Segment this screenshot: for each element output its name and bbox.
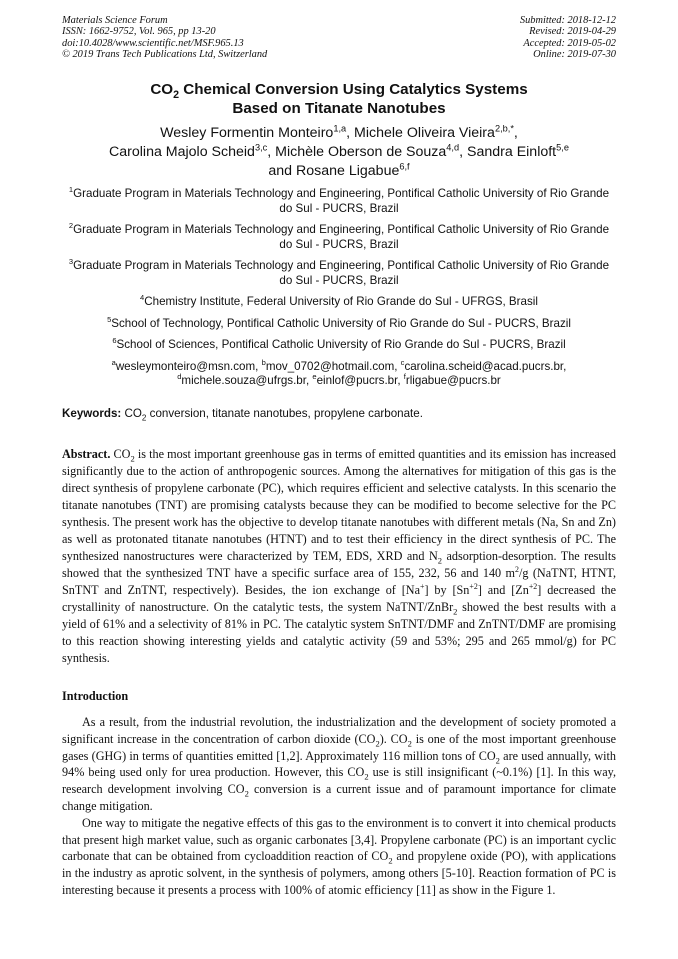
author-marker: 3,c — [254, 142, 268, 153]
email-address[interactable]: michele.souza@ufrgs.br, — [181, 374, 313, 387]
abstract-text: adsorption-desorption. The results showed that the synthesized TNT have a specific surface area of 155, 232, 56 and 140 m — [62, 549, 616, 580]
keywords — [62, 407, 616, 421]
email-address[interactable]: rligabue@pucrs.br — [405, 374, 501, 387]
paragraph-subscript: 2 — [364, 771, 369, 782]
affiliation-item — [62, 187, 616, 216]
title-text: Chemical Conversion Using Catalytics Systems — [179, 81, 528, 98]
paragraph-text: is one of the most important greenhouse gases (GHG) in terms of quantities emitted [1,2]. Approximately 116 million tons of CO — [62, 731, 616, 763]
abstract-text: ] and [Zn — [477, 583, 529, 597]
date-revised: Revised: 2019-04-29 — [529, 26, 616, 38]
abstract-text: ] decreased the crystallinity of nanostructure. On the catalytic tests, the system NaTNT/ZnBr — [62, 583, 616, 614]
journal-name: Materials Science Forum — [62, 15, 168, 26]
affiliation-text: Graduate Program in Materials Technology and Engineering, Pontifical Catholic University of Rio Grande do Sul - PUCRS, Brazil — [73, 223, 610, 251]
affiliation-text: Chemistry Institute, Federal University of Rio Grande do Sul - UFRGS, Brasil — [144, 295, 538, 308]
abstract-text: is the most important greenhouse gas in terms of emitted quantities and its emission has increased significantly due to the action of anthropogenic sources. Among the alternatives for mitigation of this gas is the direct synthesis of propylene carbonate (PC), which requires efficient and selective catalysts. In this scenario the titanate nanotubes (TNT) are promising catalysts because they can be modified to become selective for the PC synthesis. The present work has the objective to develop titanate nanotubes with different metals (Na, Sn and Zn) as well as protonated titanate nanotubes (HTNT) and to test their efficiency in the direct synthesis of PC. The synthesized nanostructures were characterized by TEM, EDS, XRD and N — [62, 447, 616, 563]
author-list: Wesley Formentin Monteiro$^{1,a}$, Michele Oliveira Vieira$^{2,b,*}$, Carolina Majolo Scheid$^{3,c}$, Michèle Oberson de Souza$^{4,d}$, Sandra Einloft$^{5,e}$ and Rosane Ligabue$^{6,f}$ — [109, 123, 569, 179]
affiliation-number: 5 — [107, 314, 112, 324]
author-name: Michèle Oberson de Souza — [275, 144, 447, 160]
affiliation-number: 4 — [140, 293, 145, 303]
paragraph-text: use is still insignificant (~0.1%) [1]. In this way, research development involving CO — [62, 765, 616, 797]
paragraph-subscript: 2 — [407, 738, 412, 749]
keywords-text: conversion, titanate nanotubes, propylene carbonate. — [146, 407, 423, 420]
email-marker: a — [111, 357, 116, 367]
abstract-superscript: +2 — [469, 581, 478, 591]
journal-header-right — [520, 15, 616, 61]
abstract-text: /g (NaTNT, HTNT, SnTNT and ZnTNT, respectively). Besides, the ion exchange of [Na — [62, 566, 616, 597]
journal-copyright: © 2019 Trans Tech Publications Ltd, Switzerland — [62, 49, 268, 61]
email-marker: b — [261, 357, 266, 367]
author-name: Wesley Formentin Monteiro — [160, 125, 334, 141]
email-address[interactable]: mov_0702@hotmail.com, — [265, 359, 401, 373]
journal-issn: ISSN: 1662-9752, Vol. 965, pp 13-20 — [62, 26, 216, 38]
abstract-subscript: 2 — [437, 555, 443, 566]
title-text: CO — [150, 81, 174, 98]
affiliation-item — [62, 314, 616, 332]
affiliation-list — [62, 187, 616, 396]
affiliation-text: Graduate Program in Materials Technology and Engineering, Pontifical Catholic University of Rio Grande do Sul - PUCRS, Brazil — [73, 187, 610, 215]
paragraph-subscript: 2 — [375, 738, 380, 749]
author-name: Rosane Ligabue — [296, 163, 400, 179]
paragraph-text: and propylene oxide (PO), with applications in the industry as aprotic solvent, in the synthesis of polymers, among others [5-10]. Reaction formation of PC is interesting because it presents a process with 100% of atomic efficiency [11] as show in the Figure 1. — [62, 849, 616, 897]
author-marker: 4,d — [446, 142, 460, 153]
keywords-label: Keywords: — [62, 407, 122, 420]
email-marker: d — [177, 372, 182, 382]
affiliation-item — [62, 223, 616, 252]
affiliation-number: 6 — [112, 336, 117, 346]
affiliation-text: School of Sciences, Pontifical Catholic University of Rio Grande do Sul - PUCRS, Brazil — [116, 338, 566, 351]
paragraph-subscript: 2 — [495, 755, 500, 766]
keywords-subscript: 2 — [141, 413, 147, 423]
abstract-text: showed the best results with a yield of 61% and a selectivity of 81% in PC. The catalytic system SnTNT/DMF and ZnTNT/DMF are promising to this reaction showing interesting yields and catalytic activity (59 and 53%; 295 and 265 mmol/g) for PC synthesis. — [62, 600, 616, 665]
title-subscript: 2 — [173, 89, 180, 102]
paragraph-text: As a result, from the industrial revolution, the industrialization and the development of society promoted a significant increase in the concentration of carbon dioxide (CO — [62, 715, 616, 746]
title-line-2: Based on Titanate Nanotubes — [232, 100, 446, 117]
author-marker: 6,f — [399, 161, 410, 172]
affiliation-text: Graduate Program in Materials Technology and Engineering, Pontifical Catholic University of Rio Grande do Sul - PUCRS, Brazil — [73, 259, 610, 287]
introduction-paragraph-2 — [62, 815, 616, 899]
email-address[interactable]: carolina.scheid@acad.pucrs.br, — [404, 359, 567, 373]
email-list — [62, 357, 616, 389]
paragraph-subscript: 2 — [244, 788, 249, 799]
date-accepted: Accepted: 2019-05-02 — [523, 37, 616, 49]
introduction-body — [62, 714, 616, 899]
abstract-label: Abstract. — [62, 447, 111, 461]
email-address[interactable]: wesleymonteiro@msn.com, — [115, 359, 262, 373]
paragraph-text: conversion is a current issue and of paramount importance for climate change mitigation. — [62, 782, 616, 813]
email-marker: e — [312, 372, 317, 382]
affiliation-number: 2 — [68, 221, 74, 231]
affiliation-item — [62, 259, 616, 288]
paper-title — [62, 80, 616, 118]
abstract-text: CO — [110, 447, 131, 461]
keywords-text: CO — [121, 407, 142, 420]
section-heading-introduction: Introduction — [62, 689, 129, 703]
email-address[interactable]: einlof@pucrs.br, — [316, 374, 404, 387]
abstract-superscript: +2 — [528, 581, 538, 591]
abstract-subscript: 2 — [453, 606, 458, 617]
author-name: Sandra Einloft — [467, 144, 557, 160]
email-marker: c — [400, 357, 405, 367]
affiliation-number: 3 — [68, 257, 74, 267]
affiliation-text: School of Technology, Pontifical Catholic University of Rio Grande do Sul - PUCRS, Brazil — [111, 316, 571, 330]
email-marker: f — [403, 372, 406, 382]
journal-header-left — [62, 15, 267, 61]
author-marker: 2,b,* — [494, 123, 514, 134]
date-online: Online: 2019-07-30 — [533, 49, 616, 61]
affiliation-item — [62, 295, 616, 310]
journal-doi: doi:10.4028/www.scientific.net/MSF.965.13 — [62, 37, 244, 49]
abstract-text: ] by [Sn — [424, 583, 470, 597]
abstract-subscript: 2 — [130, 453, 135, 464]
date-submitted: Submitted: 2018-12-12 — [519, 15, 616, 26]
affiliation-item — [62, 338, 616, 353]
paragraph-text: One way to mitigate the negative effects of this gas to the environment is to convert it into chemical products that present high market value, such as organic carbonates [3,4]. Propylene carbonate (PC) is an important cyclic carbonate that can be obtained from cycloaddition reaction of CO — [62, 815, 616, 864]
abstract — [62, 446, 616, 667]
author-name: Carolina Majolo Scheid — [109, 144, 255, 160]
introduction-paragraph-1 — [62, 714, 616, 815]
paragraph-text: are used annually, with 94% being used only for urea production. However, this CO — [62, 748, 616, 780]
author-name: Michele Oliveira Vieira — [354, 125, 495, 141]
affiliation-number: 1 — [68, 185, 74, 195]
paragraph-subscript: 2 — [388, 855, 393, 866]
author-marker: 1,a — [333, 123, 347, 134]
abstract-superscript: 2 — [515, 564, 519, 574]
paragraph-text: ). CO — [379, 731, 408, 746]
author-marker: 5,e — [556, 142, 569, 153]
abstract-superscript: + — [420, 581, 425, 591]
